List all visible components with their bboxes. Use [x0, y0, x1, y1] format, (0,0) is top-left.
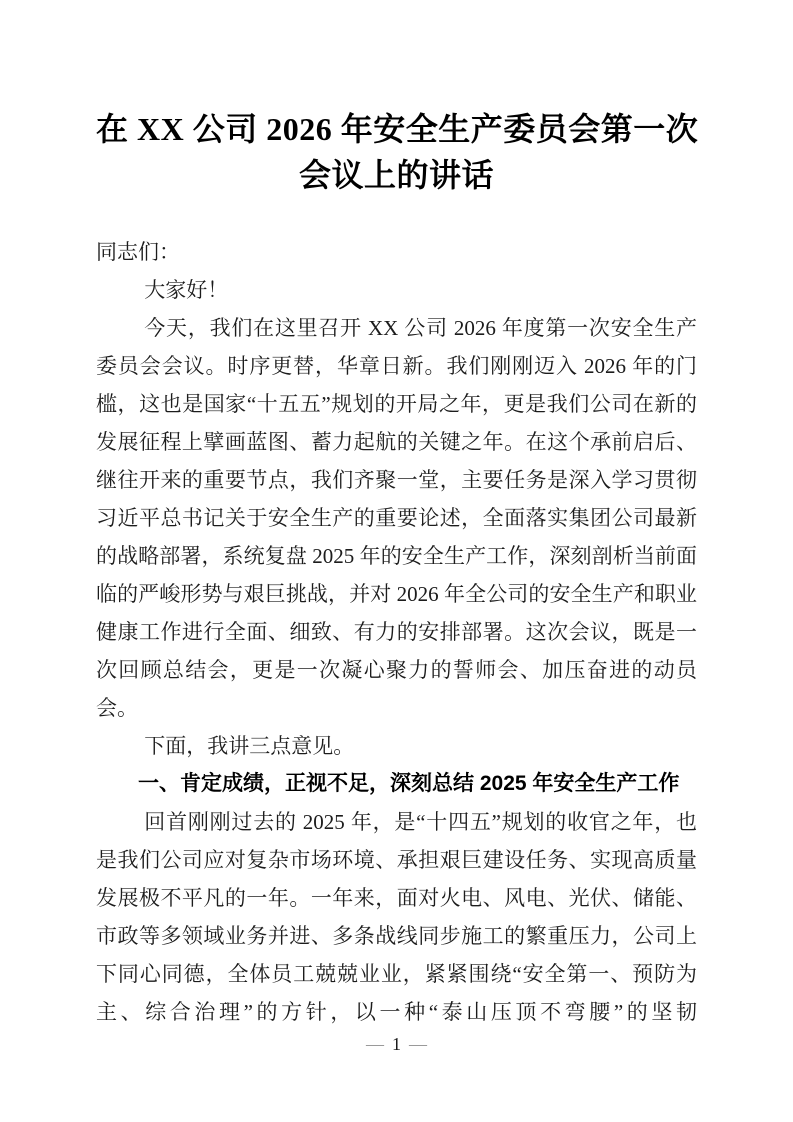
- section-heading-1: 一、肯定成绩，正视不足，深刻总结 2025 年安全生产工作: [138, 772, 680, 795]
- page-number: 1: [392, 1034, 401, 1054]
- document-title: [96, 106, 697, 198]
- footer-dash-left: —: [366, 1034, 384, 1054]
- paragraph-greeting: 大家好！: [144, 278, 229, 302]
- paragraph-section-1-body: 回首刚刚过去的 2025 年，是“十四五”规划的收官之年，也是我们公司应对复杂市场环境、承担艰巨建设任务、实现高质量发展极不平凡的一年。一年来，面对火电、风电、光伏、储能、市政等多领域业务并进、多条战线同步施工的繁重压力，公司上下同心同德，全体员工兢兢业业，紧紧围绕“安全第一、预防为主、综合治理”的方针，以一种“泰山压顶不弯腰”的坚韧: [96, 810, 697, 1024]
- footer-dash-right: —: [409, 1034, 427, 1054]
- document-title-line-2: 会议上的讲话: [298, 157, 494, 193]
- document-title-line-1: 在 XX 公司 2026 年安全生产委员会第一次: [96, 111, 699, 147]
- paragraph-opening: 今天，我们在这里召开 XX 公司 2026 年度第一次安全生产委员会会议。时序更替，华章日新。我们刚刚迈入 2026 年的门槛，这也是国家“十五五”规划的开局之年，更是我们公司在新的发展征程上擘画蓝图、蓄力起航的关键之年。在这个承前启后、继往开来的重要节点，我们齐聚一堂，主要任务是深入学习贯彻习近平总书记关于安全生产的重要论述，全面落实集团公司最新的战略部署，系统复盘 2025 年的安全生产工作，深刻剖析当前面临的严峻形势与艰巨挑战，并对 2026 年全公司的安全生产和职业健康工作进行全面、细致、有力的安排部署。这次会议，既是一次回顾总结会，更是一次凝心聚力的誓师会、加压奋进的动员会。: [96, 316, 697, 720]
- paragraph-transition: 下面，我讲三点意见。: [144, 734, 355, 758]
- page-footer: [0, 1033, 793, 1055]
- salutation-line: 同志们：: [96, 240, 180, 264]
- document-body: [96, 233, 697, 1031]
